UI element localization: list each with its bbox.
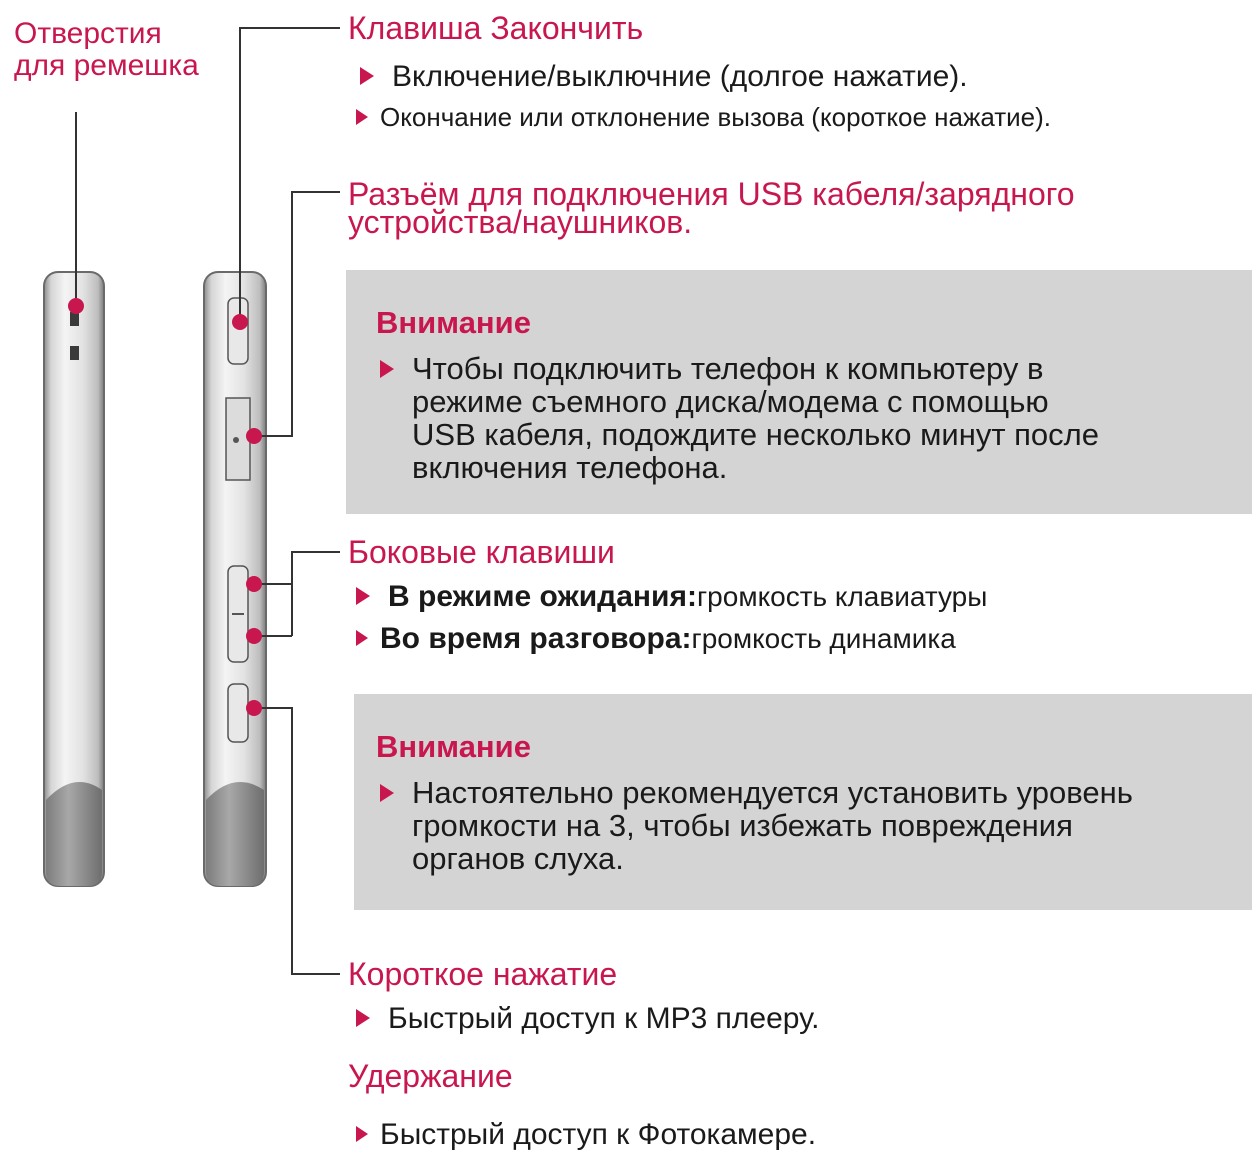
- bullet-icon: [380, 784, 394, 802]
- end-key-item-2: Окончание или отклонение вызова (короткое нажатие).: [356, 100, 1051, 134]
- short-press-title: Короткое нажатие: [348, 956, 618, 992]
- end-key-item-1: Включение/выключние (долгое нажатие).: [360, 60, 968, 94]
- strap-hole: [70, 312, 79, 326]
- note-title: Внимание: [376, 729, 531, 764]
- note-box-usb: [346, 270, 1252, 514]
- side-keys-title: Боковые клавиши: [348, 534, 615, 570]
- side-keys-item-1: В режиме ожидания:громкость клавиатуры: [356, 580, 987, 614]
- phone-side-illustrations: [0, 0, 360, 1159]
- end-key-title: Клавиша Закончить: [348, 10, 644, 46]
- bullet-icon: [356, 1126, 368, 1142]
- strap-label-line-1: Отверстия: [14, 17, 162, 50]
- hold-title: Удержание: [348, 1058, 513, 1094]
- note-box-volume: [354, 694, 1252, 910]
- end-key: [228, 298, 248, 364]
- short-press-item: Быстрый доступ к MP3 плееру.: [356, 1002, 819, 1036]
- bullet-icon: [356, 109, 368, 125]
- note-title: Внимание: [376, 305, 531, 340]
- bullet-icon: [360, 67, 374, 85]
- bullet-icon: [356, 1009, 370, 1027]
- usb-connector-title: Разъём для подключения USB кабеля/зарядного устройства/наушников.: [348, 176, 1075, 240]
- strap-hole-label: [14, 18, 199, 82]
- mp3-camera-key: [228, 684, 248, 742]
- hold-item: Быстрый доступ к Фотокамере.: [356, 1118, 816, 1152]
- phone-left-side: [44, 272, 104, 886]
- bullet-icon: [380, 360, 394, 378]
- bullet-icon: [356, 587, 370, 605]
- note-body: Чтобы подключить телефон к компьютеру в режиме съемного диска/модема с помощью USB кабеля, подождите несколько минут после включения телефона.: [380, 352, 1099, 484]
- side-keys-item-2: Во время разговора:громкость динамика: [356, 622, 956, 656]
- note-body: Настоятельно рекомендуется установить уровень громкости на 3, чтобы избежать повреждения органов слуха.: [380, 776, 1133, 875]
- bullet-icon: [356, 630, 368, 646]
- strap-label-line-2: для ремешка: [14, 49, 199, 82]
